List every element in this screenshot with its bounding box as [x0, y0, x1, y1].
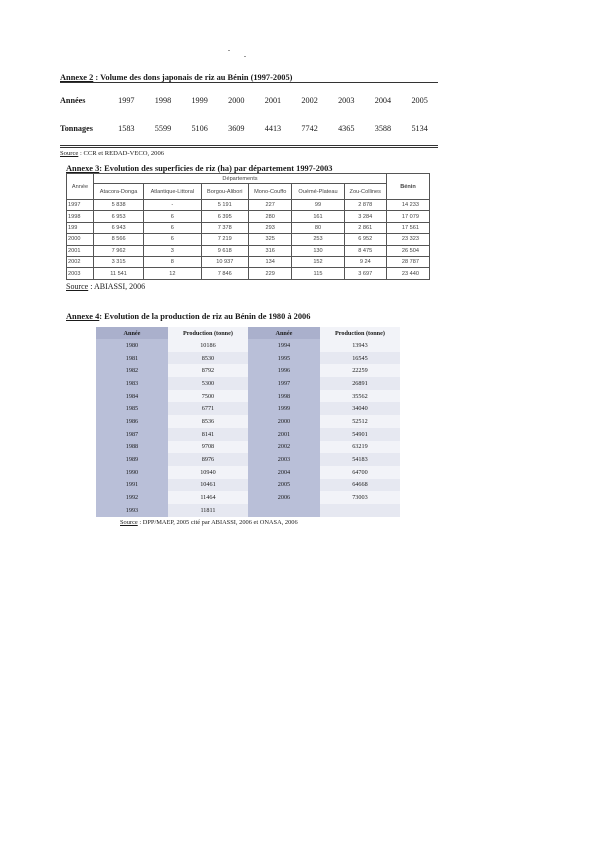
production-cell: 5300	[168, 377, 248, 390]
table-row	[96, 491, 400, 504]
year-cell: 1996	[248, 364, 320, 377]
year-cell: 2004	[374, 95, 392, 105]
area-cell: 134	[248, 256, 291, 267]
source-text: : ABIASSI, 2006	[88, 281, 146, 291]
area-cell: 2 878	[344, 200, 386, 211]
annex-2	[60, 73, 438, 157]
production-cell: 35562	[320, 390, 400, 403]
benin-total-cell: 23 323	[387, 234, 430, 245]
area-cell: 6 943	[94, 222, 144, 233]
table-row	[67, 256, 430, 267]
col-header-year-right: Année	[248, 327, 320, 339]
table-row	[96, 415, 400, 428]
area-cell: 325	[248, 234, 291, 245]
production-cell: 7500	[168, 390, 248, 403]
production-cell: 9708	[168, 441, 248, 454]
scan-speck	[228, 50, 230, 51]
area-table-body	[67, 200, 430, 280]
area-cell: 293	[248, 222, 291, 233]
tonnage-cell: 4413	[264, 123, 282, 133]
annex-4	[66, 312, 436, 526]
annex-2-title-text: : Volume des dons japonais de riz au Bénin (1997-2005)	[93, 73, 293, 82]
area-cell: 10 937	[201, 256, 248, 267]
area-cell: 99	[292, 200, 344, 211]
year-cell: 2001	[248, 428, 320, 441]
annex-2-title	[60, 73, 438, 82]
tonnages-row-header: Tonnages	[60, 123, 93, 133]
annex-4-label: Annexe 4	[66, 312, 100, 321]
benin-total-cell: 23 440	[387, 268, 430, 279]
area-cell: 152	[292, 256, 344, 267]
annex-4-title	[66, 312, 436, 321]
year-cell: 1994	[248, 339, 320, 352]
area-cell: 3 697	[344, 268, 386, 279]
production-cell: 10940	[168, 466, 248, 479]
production-cell: 73003	[320, 491, 400, 504]
department-header: Ouémé-Plateau	[292, 184, 344, 200]
year-cell: 2002	[248, 441, 320, 454]
production-cell: 6771	[168, 402, 248, 415]
table-row	[96, 377, 400, 390]
area-cell: 7 219	[201, 234, 248, 245]
year-cell: 1998	[67, 211, 94, 222]
annex-3-title	[66, 164, 430, 173]
table-row	[96, 428, 400, 441]
source-label: Source	[66, 281, 89, 291]
area-cell: 130	[292, 245, 344, 256]
year-cell: 2004	[248, 466, 320, 479]
tonnage-cell: 7742	[301, 123, 318, 133]
area-cell: 8 475	[344, 245, 386, 256]
tonnage-cell: 5599	[154, 123, 172, 133]
production-cell: 52512	[320, 415, 400, 428]
source-label: Source	[120, 518, 138, 526]
area-cell: 9 24	[344, 256, 386, 267]
production-table-body	[96, 339, 400, 517]
year-cell: 2001	[264, 95, 282, 105]
table-row	[67, 268, 430, 279]
department-header-row	[67, 184, 430, 200]
area-cell: 3 315	[94, 256, 144, 267]
year-cell: 2000	[67, 234, 94, 245]
year-cell: 1980	[96, 339, 168, 352]
source-text: : DPP/MAEP, 2005 cité par ABIASSI, 2006 et ONASA, 2006	[137, 518, 298, 526]
area-cell: 8 566	[94, 234, 144, 245]
tonnage-cell: 3609	[228, 123, 245, 133]
year-cell: 1995	[248, 352, 320, 365]
source-text: : CCR et REDAD-VECO, 2006	[78, 150, 165, 157]
year-cell: 2001	[67, 245, 94, 256]
year-cell: 2005	[248, 479, 320, 492]
production-cell: 10461	[168, 479, 248, 492]
source-label: Source	[60, 150, 79, 157]
area-cell: 9 618	[201, 245, 248, 256]
table-row	[96, 479, 400, 492]
area-cell: 229	[248, 268, 291, 279]
area-cell: 253	[292, 234, 344, 245]
production-cell: 54183	[320, 453, 400, 466]
production-cell: 54901	[320, 428, 400, 441]
area-cell: 227	[248, 200, 291, 211]
table-row	[96, 402, 400, 415]
area-cell: 115	[292, 268, 344, 279]
table-row	[96, 339, 400, 352]
col-header-benin: Bénin	[387, 174, 430, 200]
production-cell: 8530	[168, 352, 248, 365]
area-cell: 5 838	[94, 200, 144, 211]
year-cell: 2002	[301, 95, 318, 105]
area-cell: 6 395	[201, 211, 248, 222]
area-cell: 3 284	[344, 211, 386, 222]
year-cell: 199	[67, 222, 94, 233]
annex-3-source	[66, 282, 430, 291]
area-cell: 12	[144, 268, 201, 279]
tonnages-row	[60, 107, 438, 145]
tonnage-cell: 3588	[374, 123, 392, 133]
production-cell: 16545	[320, 352, 400, 365]
area-cell: 7 846	[201, 268, 248, 279]
benin-total-cell: 28 787	[387, 256, 430, 267]
area-cell: 6	[144, 222, 201, 233]
rice-production-table	[96, 327, 400, 517]
production-cell: 64668	[320, 479, 400, 492]
table-row	[96, 390, 400, 403]
year-cell: 2005	[411, 95, 428, 105]
table-row	[96, 504, 400, 517]
production-cell: 11811	[168, 504, 248, 517]
table-row	[67, 245, 430, 256]
production-cell	[320, 504, 400, 517]
table-row	[67, 234, 430, 245]
scan-speck	[244, 56, 246, 57]
benin-total-cell: 17 561	[387, 222, 430, 233]
area-cell: 7 962	[94, 245, 144, 256]
tonnage-cell: 4365	[338, 123, 355, 133]
year-cell: 1989	[96, 453, 168, 466]
production-cell: 8141	[168, 428, 248, 441]
table-row	[96, 441, 400, 454]
year-cell: 1997	[118, 95, 135, 105]
area-cell: 6	[144, 234, 201, 245]
year-cell: 1988	[96, 441, 168, 454]
col-header-production-right: Production (tonne)	[320, 327, 400, 339]
tonnage-cell: 5106	[191, 123, 208, 133]
benin-total-cell: 14 233	[387, 200, 430, 211]
annex-3	[66, 164, 430, 291]
year-cell: 2003	[67, 268, 94, 279]
year-cell: 1982	[96, 364, 168, 377]
tonnage-cell: 1583	[118, 123, 135, 133]
production-cell: 8536	[168, 415, 248, 428]
production-cell: 26891	[320, 377, 400, 390]
table-row	[67, 211, 430, 222]
department-header: Atacora-Donga	[94, 184, 144, 200]
production-cell: 8976	[168, 453, 248, 466]
department-header: Borgou-Alibori	[201, 184, 248, 200]
area-cell: 11 541	[94, 268, 144, 279]
year-cell: 1999	[191, 95, 208, 105]
annex-3-title-text: : Evolution des superficies de riz (ha) par département 1997-2003	[99, 164, 333, 173]
year-cell: 1991	[96, 479, 168, 492]
production-cell: 22259	[320, 364, 400, 377]
year-cell: 2003	[248, 453, 320, 466]
department-header: Zou-Collines	[344, 184, 386, 200]
departments-group-header: Départements	[94, 174, 387, 184]
table-row	[96, 352, 400, 365]
year-cell: 1983	[96, 377, 168, 390]
year-cell: 1990	[96, 466, 168, 479]
years-row	[60, 83, 438, 107]
tonnage-cell: 5134	[411, 123, 428, 133]
year-cell: 1986	[96, 415, 168, 428]
production-cell: 10186	[168, 339, 248, 352]
area-cell: 80	[292, 222, 344, 233]
annex-2-label: Annexe 2	[60, 73, 94, 82]
area-cell: 2 861	[344, 222, 386, 233]
production-table-frame	[96, 327, 400, 517]
year-cell: 2000	[228, 95, 245, 105]
col-header-production-left: Production (tonne)	[168, 327, 248, 339]
production-cell: 8792	[168, 364, 248, 377]
japanese-rice-donations-table	[60, 83, 438, 145]
annex-3-label: Annexe 3	[66, 164, 100, 173]
production-cell: 64700	[320, 466, 400, 479]
bottom-rule	[60, 145, 438, 146]
year-cell	[248, 504, 320, 517]
area-cell: 7 378	[201, 222, 248, 233]
benin-total-cell: 26 504	[387, 245, 430, 256]
rice-area-by-department-table	[66, 173, 430, 280]
area-cell: 161	[292, 211, 344, 222]
table-row	[96, 364, 400, 377]
area-cell: 8	[144, 256, 201, 267]
department-header: Mono-Couffo	[248, 184, 291, 200]
year-cell: 1999	[248, 402, 320, 415]
production-cell: 34040	[320, 402, 400, 415]
annex-2-source	[60, 150, 438, 157]
year-cell: 2003	[338, 95, 355, 105]
production-cell: 11464	[168, 491, 248, 504]
table-row	[67, 222, 430, 233]
area-cell: 6 953	[94, 211, 144, 222]
year-cell: 1992	[96, 491, 168, 504]
production-cell: 63219	[320, 441, 400, 454]
area-cell: 316	[248, 245, 291, 256]
area-cell: 6 952	[344, 234, 386, 245]
annex-4-source	[120, 519, 436, 526]
year-cell: 2000	[248, 415, 320, 428]
year-cell: 1987	[96, 428, 168, 441]
production-cell: 13943	[320, 339, 400, 352]
years-row-header: Années	[60, 95, 86, 105]
benin-total-cell: 17 079	[387, 211, 430, 222]
year-cell: 1998	[154, 95, 172, 105]
year-cell: 1984	[96, 390, 168, 403]
col-header-year-left: Année	[96, 327, 168, 339]
production-header-row	[96, 327, 400, 339]
year-cell: 1997	[67, 200, 94, 211]
department-header: Atlantique-Littoral	[144, 184, 201, 200]
year-cell: 2006	[248, 491, 320, 504]
area-cell: -	[144, 200, 201, 211]
area-cell: 6	[144, 211, 201, 222]
year-cell: 1981	[96, 352, 168, 365]
table-row	[96, 453, 400, 466]
bottom-rule-double	[60, 147, 438, 148]
area-cell: 5 191	[201, 200, 248, 211]
group-header-row	[67, 174, 430, 184]
year-cell: 1993	[96, 504, 168, 517]
table-row	[67, 200, 430, 211]
annex-4-title-text: : Evolution de la production de riz au Bénin de 1980 à 2006	[99, 312, 311, 321]
year-cell: 1998	[248, 390, 320, 403]
area-cell: 3	[144, 245, 201, 256]
table-row	[96, 466, 400, 479]
year-cell: 1985	[96, 402, 168, 415]
col-header-year: Année	[67, 174, 94, 200]
year-cell: 1997	[248, 377, 320, 390]
year-cell: 2002	[67, 256, 94, 267]
area-cell: 280	[248, 211, 291, 222]
